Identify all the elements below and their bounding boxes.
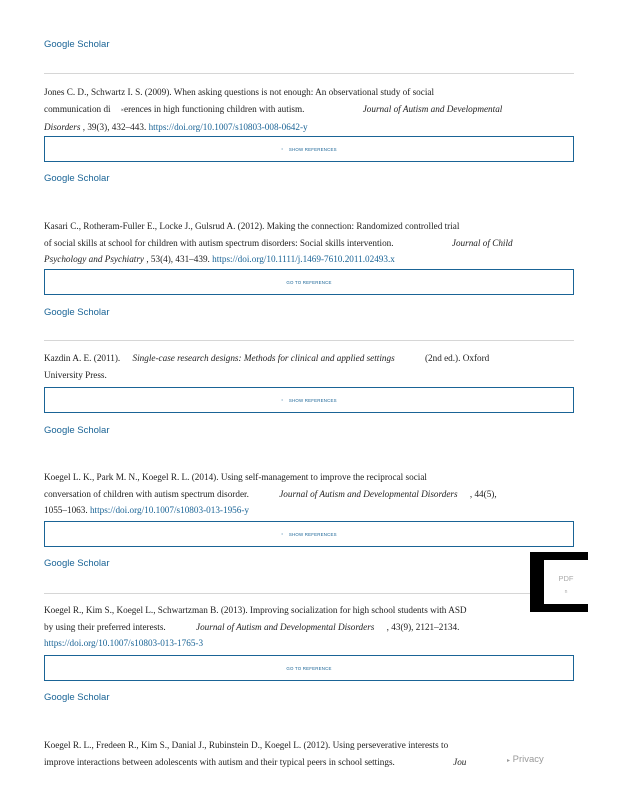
google-scholar-link[interactable]: Google Scholar xyxy=(44,558,110,569)
ref-journal: Journal of Autism and Developmental Disorders xyxy=(279,488,458,499)
ref-volume: , 43(9), 2121–2134. xyxy=(386,621,460,632)
ref-authors-year: Koegel R. L., Fredeen R., Kim S., Danial J., Rubinstein D., Koegel L. (2012). xyxy=(44,740,331,750)
ref-journal: Journal of Autism and Developmental Disorders xyxy=(196,621,375,632)
reference-item xyxy=(44,602,574,652)
ref-book-title: Single-case research designs: Methods for clinical and applied settings xyxy=(132,353,395,363)
button-label: GO TO REFERENCE xyxy=(286,665,332,671)
divider xyxy=(44,340,574,341)
go-to-reference-button[interactable] xyxy=(44,655,574,681)
button-label: SHOW REFERENCES xyxy=(288,397,337,403)
ref-volume: , 39(3), 432–443. xyxy=(82,122,147,132)
ref-authors-year: Kazdin A. E. (2011). xyxy=(44,353,121,363)
divider xyxy=(44,73,574,74)
pdf-sublabel: n xyxy=(564,588,568,595)
ref-pages: 1055–1063. xyxy=(44,505,88,515)
go-to-reference-button[interactable] xyxy=(44,269,574,295)
ref-authors-year: Koegel R., Kim S., Koegel L., Schwartzman B. (2013). xyxy=(44,605,248,615)
button-label: SHOW REFERENCES xyxy=(288,146,337,152)
ref-title: Improving socialization for high school students with ASD xyxy=(249,605,467,615)
pdf-label: PDF xyxy=(558,573,574,583)
reference-item xyxy=(44,469,574,519)
divider xyxy=(44,593,574,594)
reference-item xyxy=(44,218,574,268)
ref-authors-year: Koegel L. K., Park M. N., Koegel R. L. (2014). xyxy=(44,472,219,482)
ref-title: by using their preferred interests. xyxy=(44,621,166,632)
ref-title: Using perseverative interests to xyxy=(332,740,449,750)
button-label: SHOW REFERENCES xyxy=(288,531,337,537)
ref-title: improve interactions between adolescents with autism and their typical peers in school settings. xyxy=(44,756,395,767)
privacy-link[interactable] xyxy=(507,754,544,765)
chevron-icon: › xyxy=(281,146,283,152)
google-scholar-link[interactable]: Google Scholar xyxy=(44,692,110,703)
doi-link[interactable]: https://doi.org/10.1007/s10803-013-1765-3 xyxy=(44,638,204,648)
ref-title: When asking questions is not enough: An observational study of social xyxy=(173,87,435,97)
ref-journal: Psychology and Psychiatry xyxy=(44,254,145,264)
reference-item xyxy=(44,737,574,770)
privacy-label: Privacy xyxy=(512,754,544,765)
ref-volume: , 44(5), xyxy=(469,488,497,499)
doi-link[interactable]: https://doi.org/10.1111/j.1469-7610.2011.02493.x xyxy=(212,254,395,264)
button-label: GO TO REFERENCE xyxy=(286,279,332,285)
ref-journal: Journal of Autism and Developmental xyxy=(362,103,503,114)
ref-journal: Journal of Child xyxy=(451,237,513,248)
ref-title: Making the connection: Randomized controlled trial xyxy=(266,221,460,231)
google-scholar-link[interactable]: Google Scholar xyxy=(44,425,110,436)
ref-title: of social skills at school for children with autism spectrum disorders: Social skills intervention. xyxy=(44,237,394,248)
google-scholar-link[interactable]: Google Scholar xyxy=(44,307,110,318)
ref-journal: Jou xyxy=(453,756,467,767)
ref-publisher: University Press. xyxy=(44,369,107,380)
triangle-right-icon: ▸ xyxy=(507,758,511,764)
google-scholar-link[interactable]: Google Scholar xyxy=(44,39,110,50)
ref-title: erences in high functioning children with autism. xyxy=(124,103,305,114)
ref-title: communication di xyxy=(44,103,111,114)
pdf-icon xyxy=(544,560,588,604)
doi-link[interactable]: https://doi.org/10.1007/s10803-008-0642-y xyxy=(148,122,308,132)
chevron-icon: › xyxy=(281,397,283,403)
reference-item xyxy=(44,350,574,383)
ref-authors-year: Jones C. D., Schwartz I. S. (2009). xyxy=(44,87,172,97)
show-references-button[interactable] xyxy=(44,521,574,547)
show-references-button[interactable] xyxy=(44,136,574,162)
ref-title: Using self-management to improve the reciprocal social xyxy=(220,472,427,482)
ref-volume: , 53(4), 431–439. xyxy=(146,254,210,264)
reference-item: Jones C. D., Schwartz I. S. (2009). When asking questions is not enough: An observational study of social communication di ×erences in high functioning children with autism. Journal of Autism and Developmental Disorders , 39(3), 432–443. https://doi.org/10.1007/s10803-008-0642-y xyxy=(44,87,503,132)
ref-edition: (2nd ed.). Oxford xyxy=(424,353,490,363)
google-scholar-link[interactable]: Google Scholar xyxy=(44,173,110,184)
show-references-button[interactable] xyxy=(44,387,574,413)
ref-authors-year: Kasari C., Rotheram-Fuller E., Locke J., Gulsrud A. (2012). xyxy=(44,221,265,231)
pdf-download-widget[interactable] xyxy=(530,552,588,612)
ref-journal: Disorders xyxy=(44,122,81,132)
doi-link[interactable]: https://doi.org/10.1007/s10803-013-1956-y xyxy=(89,505,250,515)
chevron-icon: › xyxy=(281,531,283,537)
ref-title: conversation of children with autism spectrum disorder. xyxy=(44,488,249,499)
